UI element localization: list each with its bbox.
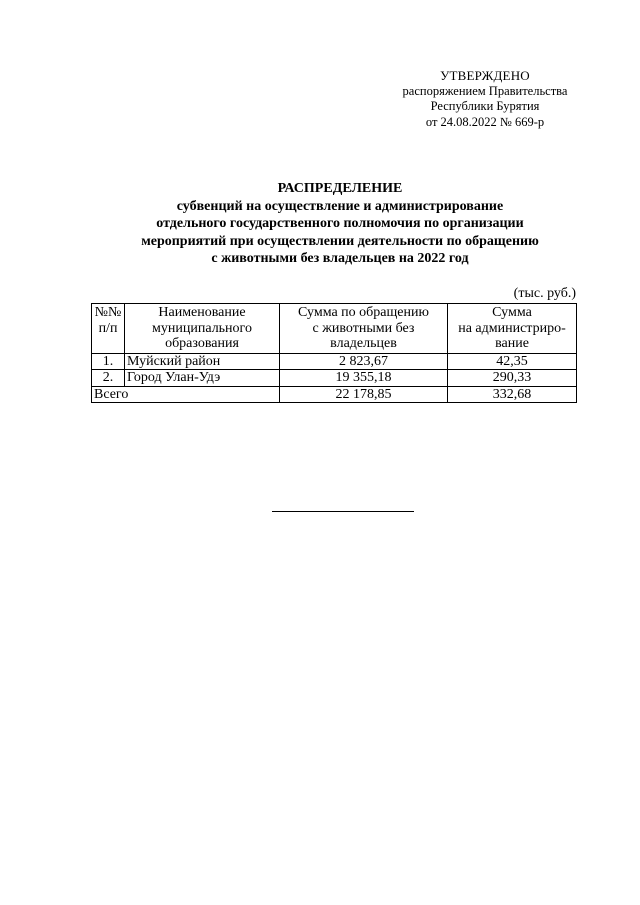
title-line: отдельного государственного полномочия по организации [156, 216, 524, 231]
title-line: мероприятий при осуществлении деятельности по обращению [141, 233, 539, 249]
approval-title: УТВЕРЖДЕНО [440, 68, 530, 83]
table-row [92, 353, 577, 370]
row-animal-amount: 19 355,18 [280, 370, 448, 387]
header-animal-amount: Сумма по обращению с животными без владельцев [280, 304, 448, 354]
approval-region: Республики Бурятия [430, 99, 540, 113]
title-line: с животными без владельцев на 2022 год [211, 251, 469, 266]
approval-authority: распоряжением Правительства [402, 83, 568, 98]
units-label: (тыс. руб.) [513, 286, 576, 301]
title-heading: РАСПРЕДЕЛЕНИЕ [277, 181, 403, 196]
table-total-row [92, 386, 577, 403]
total-label: Всего [92, 386, 280, 403]
total-animal-amount: 22 178,85 [280, 386, 448, 403]
row-animal-amount: 2 823,67 [280, 353, 448, 370]
row-municipality: Город Улан-Удэ [125, 370, 280, 387]
row-municipality: Муйский район [125, 353, 280, 370]
header-admin-amount: Сумма на администриро- вание [448, 304, 577, 354]
approval-date-number: от 24.08.2022 № 669-р [425, 114, 545, 129]
total-admin-amount: 332,68 [448, 386, 577, 403]
row-number: 1. [92, 353, 125, 370]
row-admin-amount: 42,35 [448, 353, 577, 370]
row-number: 2. [92, 370, 125, 387]
approval-stamp [380, 68, 590, 130]
header-municipality: Наименование муниципального образования [125, 304, 280, 354]
document-title [100, 180, 580, 268]
closing-divider [272, 511, 414, 512]
table-header-row [92, 304, 577, 354]
header-number: №№ п/п [92, 304, 125, 354]
row-admin-amount: 290,33 [448, 370, 577, 387]
title-line: субвенций на осуществление и администрирование [176, 198, 504, 214]
table-row [92, 370, 577, 387]
distribution-table [91, 303, 577, 403]
